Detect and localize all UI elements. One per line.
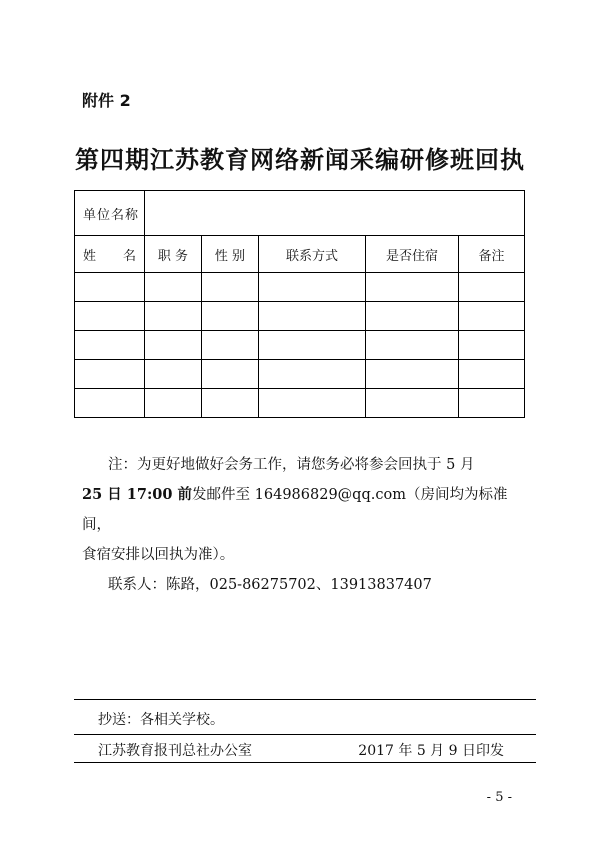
table-row: [75, 273, 525, 302]
table-header-row: [75, 236, 525, 273]
table-cell[interactable]: [366, 360, 459, 389]
note-deadline: 25 日 17:00 前: [82, 486, 193, 503]
note-email: 发邮件至 164986829@qq.com（房间均为标准间，: [82, 487, 508, 533]
name-header-right: 名: [122, 248, 136, 264]
table-cell[interactable]: [366, 331, 459, 360]
table-cell[interactable]: [202, 389, 259, 418]
note-line-3: 食宿安排以回执为准）。: [82, 547, 235, 563]
remark-header: 备注: [459, 236, 525, 273]
table-cell[interactable]: [459, 389, 525, 418]
table-cell[interactable]: [145, 389, 202, 418]
table-cell[interactable]: [202, 273, 259, 302]
footer-middle-rule: [74, 734, 536, 735]
table-row: [75, 331, 525, 360]
table-cell[interactable]: [202, 331, 259, 360]
table-cell[interactable]: [145, 273, 202, 302]
table-body: [75, 273, 525, 418]
table-cell[interactable]: [75, 360, 145, 389]
table-cell[interactable]: [145, 331, 202, 360]
issue-date: 2017 年 5 月 9 日印发: [358, 743, 504, 759]
note-block: [82, 450, 522, 600]
table-cell[interactable]: [145, 302, 202, 331]
footer-bottom-rule: [74, 762, 536, 763]
table-cell[interactable]: [259, 360, 366, 389]
table-cell[interactable]: [366, 302, 459, 331]
table-cell[interactable]: [259, 331, 366, 360]
footer-top-rule: [74, 699, 536, 700]
page-number: - 5 -: [486, 790, 512, 805]
table-cell[interactable]: [75, 302, 145, 331]
table-cell[interactable]: [459, 273, 525, 302]
table-cell[interactable]: [145, 360, 202, 389]
receipt-table: [74, 190, 525, 418]
table-cell[interactable]: [366, 389, 459, 418]
table-row: [75, 302, 525, 331]
table-cell[interactable]: [75, 273, 145, 302]
gender-header: 性 别: [202, 236, 259, 273]
issuing-office: 江苏教育报刊总社办公室: [98, 743, 252, 759]
attachment-label: 附件 2: [82, 91, 131, 110]
table-cell[interactable]: [202, 360, 259, 389]
table-cell[interactable]: [459, 331, 525, 360]
document-title: 第四期江苏教育网络新闻采编研修班回执: [75, 146, 525, 174]
position-header: 职 务: [145, 236, 202, 273]
table-row: [75, 360, 525, 389]
table-cell[interactable]: [259, 273, 366, 302]
table-cell[interactable]: [459, 360, 525, 389]
unit-name-field[interactable]: [145, 191, 525, 236]
table-cell[interactable]: [75, 331, 145, 360]
table-cell[interactable]: [75, 389, 145, 418]
unit-row: [75, 191, 525, 236]
contact-header: 联系方式: [259, 236, 366, 273]
name-header: [75, 236, 145, 273]
unit-name-label: 单位名称: [75, 191, 145, 236]
lodging-header: 是否住宿: [366, 236, 459, 273]
table-cell[interactable]: [459, 302, 525, 331]
contact-person: 联系人：陈路，025-86275702、13913837407: [108, 577, 432, 593]
table-cell[interactable]: [366, 273, 459, 302]
name-header-left: 姓: [83, 248, 97, 264]
table-cell[interactable]: [259, 302, 366, 331]
note-line-2: [82, 480, 522, 540]
note-line-1: 注：为更好地做好会务工作，请您务必将参会回执于 5 月: [108, 457, 475, 473]
table-cell[interactable]: [259, 389, 366, 418]
cc-line: 抄送：各相关学校。: [98, 712, 224, 728]
table-row: [75, 389, 525, 418]
table-cell[interactable]: [202, 302, 259, 331]
